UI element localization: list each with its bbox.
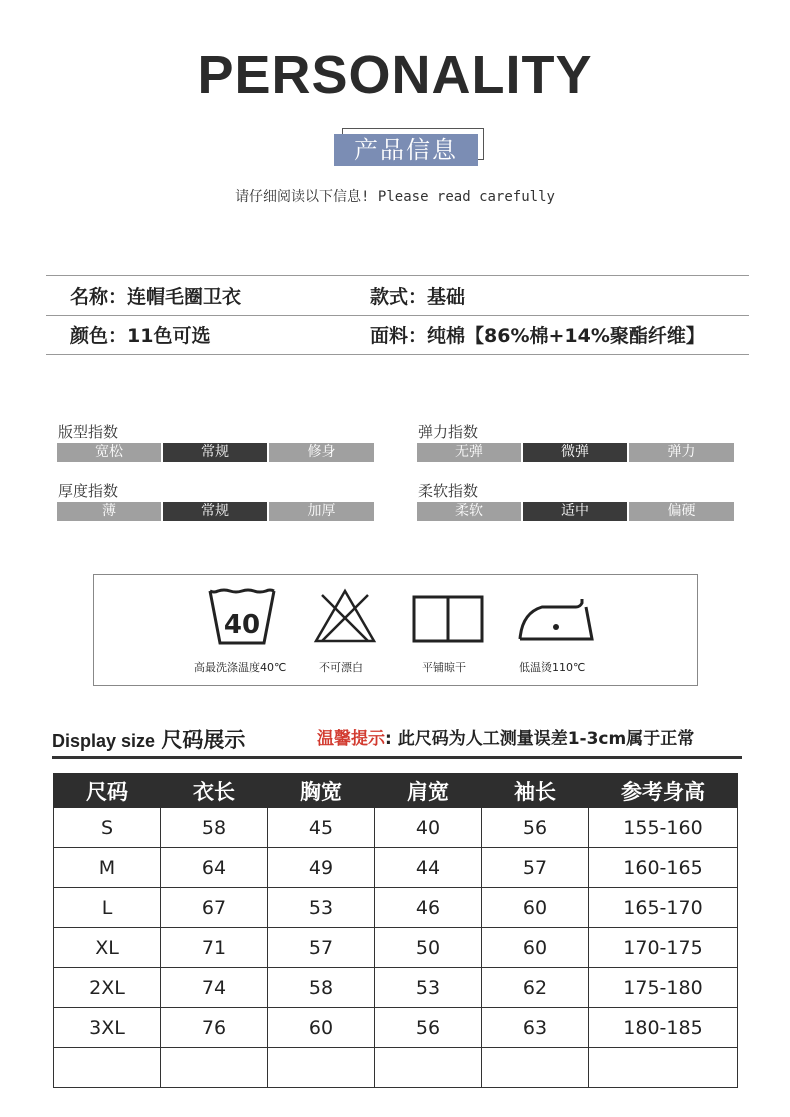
dry-flat-icon	[412, 595, 484, 647]
index-option: 适中	[523, 502, 627, 521]
product-color: 颜色：11色可选	[70, 325, 211, 347]
index-option: 微弹	[523, 443, 627, 462]
table-cell: 57	[268, 928, 375, 968]
table-cell: 58	[268, 968, 375, 1008]
table-cell: 57	[482, 848, 589, 888]
index-option: 薄	[57, 502, 161, 521]
index-option: 修身	[269, 443, 374, 462]
table-cell: 44	[375, 848, 482, 888]
size-title-en: Display size	[52, 731, 156, 751]
table-cell: 60	[482, 888, 589, 928]
column-header: 袖长	[482, 774, 589, 808]
badge-label: 产品信息	[334, 134, 478, 166]
no-bleach-icon	[312, 587, 378, 649]
column-header: 肩宽	[375, 774, 482, 808]
table-cell: 2XL	[54, 968, 161, 1008]
table-cell	[482, 1048, 589, 1088]
table-cell: 63	[482, 1008, 589, 1048]
size-notice	[317, 724, 694, 749]
product-name: 名称：连帽毛圈卫衣	[70, 286, 242, 308]
index-option: 弹力	[629, 443, 734, 462]
table-cell: 64	[161, 848, 268, 888]
table-cell: 155-160	[589, 808, 738, 848]
divider	[46, 354, 749, 355]
table-cell: 170-175	[589, 928, 738, 968]
table-cell: 60	[268, 1008, 375, 1048]
product-style: 款式：基础	[370, 286, 466, 308]
table-cell: L	[54, 888, 161, 928]
index-option: 宽松	[57, 443, 161, 462]
table-cell: 53	[268, 888, 375, 928]
table-cell: 40	[375, 808, 482, 848]
table-cell: 49	[268, 848, 375, 888]
care-instructions	[93, 574, 698, 686]
table-cell	[589, 1048, 738, 1088]
table-cell: 50	[375, 928, 482, 968]
fit-index-label: 版型指数	[58, 423, 119, 441]
table-cell: 60	[482, 928, 589, 968]
divider	[46, 315, 749, 316]
size-section-title	[52, 724, 245, 754]
column-header: 胸宽	[268, 774, 375, 808]
elasticity-index-bar	[417, 443, 734, 462]
size-table	[53, 773, 738, 1088]
table-cell	[161, 1048, 268, 1088]
table-cell: 46	[375, 888, 482, 928]
table-cell: 71	[161, 928, 268, 968]
table-row	[54, 888, 738, 928]
table-cell	[54, 1048, 161, 1088]
subtitle: 请仔细阅读以下信息! Please read carefully	[235, 189, 555, 205]
thickness-index-bar	[57, 502, 374, 521]
fit-index-bar	[57, 443, 374, 462]
index-option: 偏硬	[629, 502, 734, 521]
table-cell: 76	[161, 1008, 268, 1048]
care-label: 不可漂白	[319, 661, 363, 674]
column-header: 尺码	[54, 774, 161, 808]
table-cell: 175-180	[589, 968, 738, 1008]
notice-text: : 此尺码为人工测量误差1-3cm属于正常	[385, 729, 695, 749]
index-option: 无弹	[417, 443, 521, 462]
table-row	[54, 928, 738, 968]
table-cell: M	[54, 848, 161, 888]
index-option: 常规	[163, 502, 267, 521]
thickness-index-label: 厚度指数	[58, 482, 119, 500]
divider	[46, 275, 749, 276]
care-label: 高最洗涤温度40℃	[194, 661, 287, 674]
table-cell: XL	[54, 928, 161, 968]
size-title-cn: 尺码展示	[161, 728, 246, 752]
table-cell: 56	[375, 1008, 482, 1048]
table-cell: 53	[375, 968, 482, 1008]
table-cell: 62	[482, 968, 589, 1008]
table-cell	[268, 1048, 375, 1088]
wash-temp-text: 40	[223, 610, 261, 640]
index-option: 常规	[163, 443, 267, 462]
wash-40-icon	[206, 587, 278, 651]
table-cell: 180-185	[589, 1008, 738, 1048]
softness-index-bar	[417, 502, 734, 521]
index-option: 加厚	[269, 502, 374, 521]
table-cell: 67	[161, 888, 268, 928]
divider	[52, 756, 742, 759]
table-cell: 45	[268, 808, 375, 848]
softness-index-label: 柔软指数	[418, 482, 479, 500]
table-row	[54, 1048, 738, 1088]
table-cell: 58	[161, 808, 268, 848]
column-header: 参考身高	[589, 774, 738, 808]
product-info-badge	[334, 128, 484, 168]
table-row	[54, 848, 738, 888]
table-cell: 74	[161, 968, 268, 1008]
table-cell	[375, 1048, 482, 1088]
index-option: 柔软	[417, 502, 521, 521]
care-label: 平铺晾干	[422, 661, 466, 674]
notice-label: 温馨提示	[317, 729, 385, 749]
table-row	[54, 1008, 738, 1048]
table-header-row	[54, 774, 738, 808]
table-cell: 3XL	[54, 1008, 161, 1048]
table-cell: 160-165	[589, 848, 738, 888]
product-fabric: 面料：纯棉【86%棉+14%聚酯纤维】	[370, 325, 705, 347]
table-cell: S	[54, 808, 161, 848]
care-label: 低温烫110℃	[519, 661, 586, 674]
page-title: PERSONALITY	[197, 45, 593, 105]
column-header: 衣长	[161, 774, 268, 808]
elasticity-index-label: 弹力指数	[418, 423, 479, 441]
table-row	[54, 968, 738, 1008]
iron-low-icon	[516, 593, 596, 647]
table-row	[54, 808, 738, 848]
table-cell: 165-170	[589, 888, 738, 928]
table-cell: 56	[482, 808, 589, 848]
